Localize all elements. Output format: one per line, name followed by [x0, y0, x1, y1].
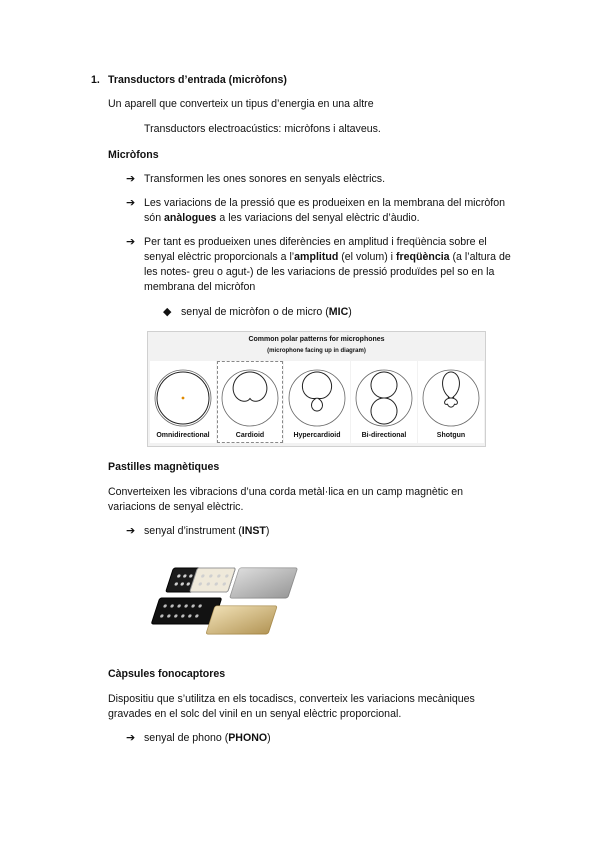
pattern-hypercardioid: [284, 361, 350, 443]
cartridges-text-line-2: gravades en el solc del vinil en un senyal elèctric proporcional.: [108, 708, 402, 720]
shotgun-diagram: [418, 361, 484, 431]
mic-bullet-3-line-4: membrana del micròfon: [144, 281, 256, 293]
pattern-bi-directional: [351, 361, 417, 443]
figure-title: Common polar patterns for microphones: [248, 336, 385, 343]
arrow-icon: ➔: [126, 197, 136, 209]
text-run: ): [267, 732, 271, 744]
mic-bullet-1: Transformen les ones sonores en senyals elèctrics.: [144, 173, 386, 185]
section-number: 1.: [91, 74, 100, 86]
mic-bullet-2-line-2: [144, 211, 420, 226]
subtype-text: Transductors electroacústics: micròfons i altaveus.: [144, 123, 381, 135]
text-run: senyal elèctric proporcionals a l’: [144, 251, 295, 263]
mic-bullet-3-line-3: les notes- greu o agut-) de les variacions de pressió produïdes pel so en la: [144, 266, 495, 278]
arrow-icon: ➔: [126, 236, 136, 248]
arrow-icon: ➔: [126, 525, 136, 537]
text-run: a les variacions del senyal elèctric d’àudio.: [216, 212, 420, 224]
pattern-label: Cardioid: [235, 432, 265, 439]
mic-bullet-3-line-2: [144, 250, 511, 265]
mic-signal-line: [181, 305, 352, 320]
section-title: Transductors d’entrada (micròfons): [108, 74, 287, 86]
arrow-icon: ➔: [126, 732, 136, 744]
polar-patterns-figure: [147, 331, 486, 447]
text-run: (el volum) i: [338, 251, 396, 263]
bi-directional-diagram: [351, 361, 417, 431]
pattern-shotgun: [418, 361, 484, 443]
mic-bullet-2-line-1: Les variacions de la pressió que es produeixen en la membrana del micròfon: [144, 197, 505, 209]
text-run: ): [348, 306, 352, 318]
bold-term: freqüència: [395, 251, 450, 263]
text-run: senyal de micròfon o de micro (: [181, 306, 329, 318]
text-run: (a l’altura de: [449, 251, 511, 263]
signal-code: MIC: [328, 306, 349, 318]
humbucker-pickups-image: [150, 554, 300, 644]
bold-term: amplitud: [294, 251, 339, 263]
definition-text: Un aparell que converteix un tipus d’energia en una altre: [108, 98, 374, 110]
hypercardioid-diagram: [284, 361, 350, 431]
pattern-omnidirectional: [150, 361, 216, 443]
pattern-label: Omnidirectional: [156, 432, 210, 439]
text-run: són: [144, 212, 165, 224]
pattern-cardioid: [217, 361, 283, 443]
phono-signal-line: [144, 731, 271, 746]
figure-subtitle: (microphone facing up in diagram): [267, 348, 366, 354]
cardioid-diagram: [217, 361, 283, 431]
text-run: senyal de phono (: [144, 732, 229, 744]
inst-signal-line: [144, 524, 269, 539]
cartridges-heading: Càpsules fonocaptores: [108, 668, 226, 680]
signal-code: PHONO: [228, 732, 268, 744]
omnidirectional-diagram: [150, 361, 216, 431]
pickups-heading: Pastilles magnètiques: [108, 461, 220, 473]
pattern-label: Shotgun: [436, 432, 466, 439]
pattern-label: Hypercardioid: [293, 432, 341, 439]
text-run: senyal d’instrument (: [144, 525, 242, 537]
pickups-text-line-2: variacions de senyal elèctric.: [108, 501, 244, 513]
cartridges-text-line-1: Dispositiu que s’utilitza en els tocadiscs, converteix les variacions mecàniques: [108, 693, 475, 705]
signal-code: INST: [241, 525, 266, 537]
mic-bullet-3-line-1: Per tant es produeixen unes diferències en amplitud i freqüència sobre el: [144, 236, 487, 248]
diamond-bullet-icon: ◆: [163, 306, 172, 318]
arrow-icon: ➔: [126, 173, 136, 185]
text-run: ): [265, 525, 270, 537]
pickups-text-line-1: Converteixen les vibracions d’una corda metàl·lica en un camp magnètic en: [108, 486, 464, 498]
pattern-label: Bi-directional: [361, 432, 407, 439]
microphones-heading: Micròfons: [108, 149, 159, 161]
bold-term: anàlogues: [164, 212, 217, 224]
